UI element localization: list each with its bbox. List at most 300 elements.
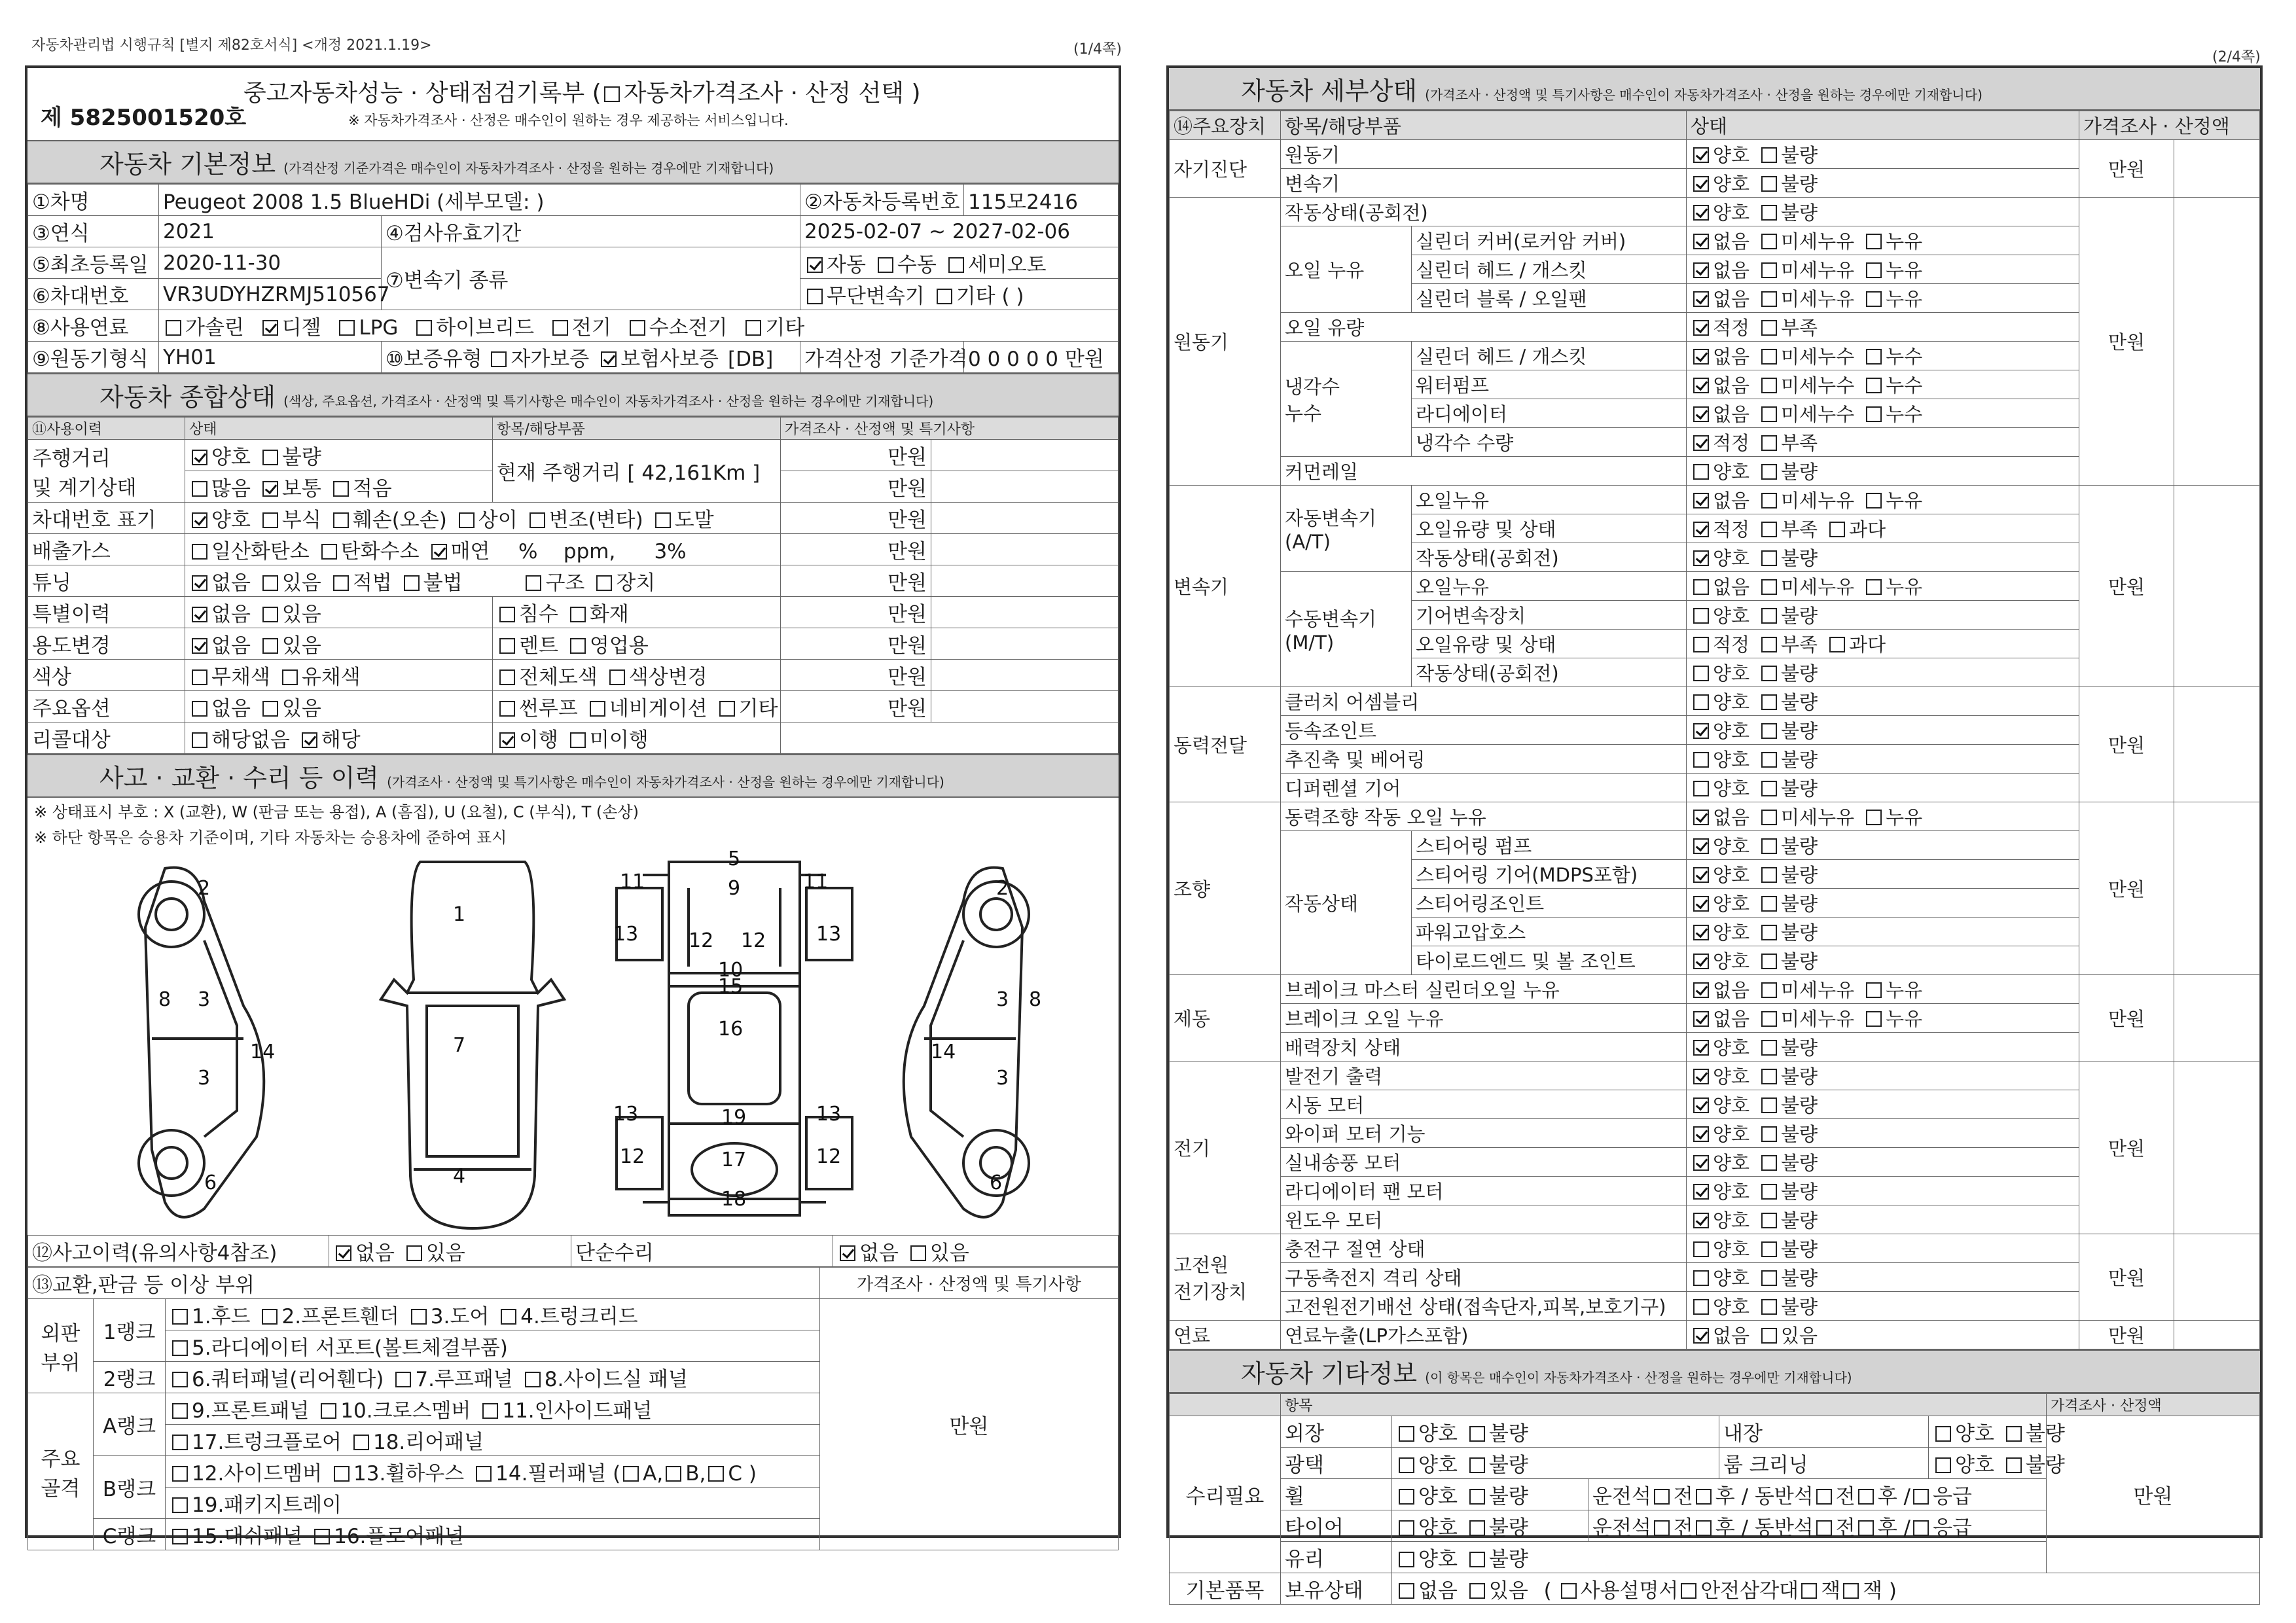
label: 보유상태 — [1281, 1573, 1392, 1605]
checkbox[interactable] — [570, 638, 586, 654]
checkbox[interactable] — [1761, 1241, 1777, 1257]
check-item: 스티어링 펌프 — [1412, 831, 1687, 860]
checkbox[interactable] — [1693, 1040, 1709, 1056]
status-options — [1687, 514, 2079, 543]
option-label: 양호 — [1713, 144, 1750, 166]
checkbox[interactable] — [1761, 234, 1777, 249]
checkbox[interactable] — [282, 669, 298, 685]
checkbox[interactable] — [1866, 493, 1882, 508]
checkbox[interactable] — [1761, 781, 1777, 796]
checkbox[interactable] — [1761, 982, 1777, 998]
checkbox[interactable] — [1935, 1457, 1951, 1473]
checkbox[interactable] — [1693, 752, 1709, 768]
checkbox[interactable] — [1693, 349, 1709, 365]
svg-text:14: 14 — [931, 1041, 956, 1063]
check-item: 라디에이터 팬 모터 — [1281, 1177, 1687, 1205]
checkbox[interactable] — [1761, 810, 1777, 825]
checkbox[interactable] — [937, 289, 952, 304]
unit: 만원 — [2079, 198, 2174, 486]
checkbox[interactable] — [262, 575, 278, 591]
svg-text:13: 13 — [816, 923, 842, 946]
checkbox[interactable] — [630, 320, 645, 336]
checkbox[interactable] — [1693, 378, 1709, 393]
checkbox[interactable] — [192, 450, 207, 465]
option-label: 없음 — [1713, 259, 1750, 281]
checkbox[interactable] — [1469, 1489, 1485, 1505]
checkbox[interactable] — [1693, 954, 1709, 969]
check-item: 시동 모터 — [1281, 1090, 1687, 1119]
checkbox[interactable] — [336, 1245, 351, 1261]
check-item: 윈도우 모터 — [1281, 1205, 1687, 1234]
checkbox[interactable] — [166, 320, 181, 336]
checkbox[interactable] — [314, 1529, 330, 1544]
checkbox[interactable] — [411, 1309, 427, 1325]
note — [2174, 687, 2260, 802]
option-label: 누유 — [1886, 806, 1923, 829]
checkbox[interactable] — [1693, 1155, 1709, 1171]
legend: ※ 하단 항목은 승용차 기준이며, 기타 자동차는 승용차에 준하여 표시 — [34, 829, 507, 847]
page-number: (2/4쪽) — [2212, 49, 2261, 65]
checkbox[interactable] — [1858, 1489, 1874, 1505]
checkbox[interactable] — [570, 732, 586, 748]
svg-text:5: 5 — [728, 847, 741, 870]
col-header: 가격조사 · 산정액 및 특기사항 — [820, 1268, 1119, 1299]
checkbox[interactable] — [1654, 1489, 1670, 1505]
status-options — [1687, 1234, 2079, 1263]
status-options — [1687, 1205, 2079, 1234]
checkbox[interactable] — [1693, 666, 1709, 681]
checkbox[interactable] — [1693, 896, 1709, 912]
checkbox[interactable] — [1761, 608, 1777, 624]
checkbox[interactable] — [1693, 291, 1709, 307]
checkbox[interactable] — [1654, 1520, 1670, 1536]
checkbox[interactable] — [719, 701, 735, 717]
checkbox[interactable] — [1761, 349, 1777, 365]
checkbox[interactable] — [1693, 1097, 1709, 1113]
checkbox[interactable] — [1399, 1426, 1414, 1442]
checkbox[interactable] — [1761, 205, 1777, 221]
checkbox[interactable] — [1761, 291, 1777, 307]
checkbox[interactable] — [601, 351, 617, 367]
checkbox[interactable] — [1693, 234, 1709, 249]
checkbox[interactable] — [1399, 1583, 1414, 1599]
checkbox[interactable] — [1761, 320, 1777, 336]
checkbox[interactable] — [476, 1466, 492, 1482]
checkbox[interactable] — [1761, 666, 1777, 681]
option-label: 불량 — [1781, 662, 1818, 685]
checkbox[interactable] — [1761, 406, 1777, 422]
checkbox[interactable] — [1693, 550, 1709, 566]
checkbox[interactable] — [262, 320, 278, 336]
checkbox[interactable] — [526, 575, 541, 591]
checkbox[interactable] — [1761, 1184, 1777, 1200]
reg-number: 115모2416 — [964, 185, 1119, 216]
checkbox[interactable] — [1866, 406, 1882, 422]
checkbox[interactable] — [501, 1309, 516, 1325]
svg-text:6: 6 — [990, 1171, 1003, 1194]
checkbox[interactable] — [1399, 1520, 1414, 1536]
checkbox[interactable] — [1693, 1328, 1709, 1344]
checkbox[interactable] — [948, 257, 964, 273]
option-label: 과다 — [1849, 518, 1886, 541]
car-top-view — [381, 862, 564, 1228]
option-label: 양호 — [1713, 1065, 1750, 1088]
note — [931, 660, 1119, 691]
status-options — [1687, 889, 2079, 918]
checkbox[interactable] — [1761, 262, 1777, 278]
checkbox[interactable] — [459, 512, 475, 528]
checkbox[interactable] — [262, 1309, 278, 1325]
option-label: 양호 — [1713, 461, 1750, 483]
checkbox[interactable] — [172, 1309, 188, 1325]
option-label: 없음 — [1713, 979, 1750, 1001]
check-item: 실내송풍 모터 — [1281, 1148, 1687, 1177]
checkbox[interactable] — [1761, 579, 1777, 595]
checkbox[interactable] — [406, 1245, 422, 1261]
checkbox[interactable] — [1561, 1583, 1577, 1599]
checkbox[interactable] — [262, 450, 278, 465]
checkbox[interactable] — [192, 638, 207, 654]
option-label: 누유 — [1886, 490, 1923, 512]
checkbox[interactable] — [1761, 1328, 1777, 1344]
checkbox[interactable] — [2006, 1457, 2022, 1473]
checkbox[interactable] — [1866, 1011, 1882, 1027]
checkbox[interactable] — [192, 607, 207, 622]
checkbox[interactable] — [1693, 1241, 1709, 1257]
label: 유리 — [1281, 1542, 1392, 1573]
checkbox[interactable] — [1693, 262, 1709, 278]
checkbox[interactable] — [499, 732, 515, 748]
doc-title: 중고자동차성능 · 상태점검기록부 ( 자동차가격조사 · 산정 선택 ) — [243, 80, 921, 107]
option-label: 양호 — [1713, 1152, 1750, 1174]
checkbox[interactable] — [1693, 838, 1709, 854]
checkbox[interactable] — [1693, 406, 1709, 422]
checkbox[interactable] — [1761, 896, 1777, 912]
parts-table — [27, 1267, 1119, 1550]
checkbox[interactable] — [192, 512, 207, 528]
checkbox[interactable] — [1761, 1040, 1777, 1056]
note — [931, 534, 1119, 565]
checkbox[interactable] — [499, 669, 515, 685]
checkbox[interactable] — [192, 481, 207, 497]
checkbox[interactable] — [262, 512, 278, 528]
checkbox[interactable] — [1866, 262, 1882, 278]
unit: 만원 — [2079, 975, 2174, 1061]
checkbox[interactable] — [1693, 982, 1709, 998]
checkbox[interactable] — [708, 1466, 724, 1482]
checkbox[interactable] — [1469, 1426, 1485, 1442]
checkbox[interactable] — [499, 638, 515, 654]
checkbox[interactable] — [1761, 925, 1777, 940]
checkbox[interactable] — [1693, 723, 1709, 739]
checkbox[interactable] — [172, 1340, 188, 1356]
checkbox[interactable] — [333, 481, 349, 497]
checkbox[interactable] — [1761, 1011, 1777, 1027]
label: ⑦변속기 종류 — [382, 247, 800, 310]
status-options — [1687, 630, 2079, 658]
checkbox[interactable] — [1693, 694, 1709, 710]
status-options — [1687, 802, 2079, 831]
checkbox[interactable] — [482, 1403, 498, 1419]
col-header: 가격조사 · 산정액 — [2079, 111, 2260, 140]
checkbox[interactable] — [1761, 493, 1777, 508]
checkbox[interactable] — [1693, 435, 1709, 451]
checkbox[interactable] — [1843, 1583, 1859, 1599]
checkbox[interactable] — [1693, 1011, 1709, 1027]
check-item: 연료누출(LP가스포함) — [1281, 1321, 1687, 1349]
note — [931, 565, 1119, 597]
checkbox[interactable] — [395, 1372, 411, 1387]
checkbox[interactable] — [192, 732, 207, 748]
checkbox[interactable] — [1935, 1426, 1951, 1442]
checkbox[interactable] — [910, 1245, 926, 1261]
checkbox[interactable] — [1761, 147, 1777, 163]
options: 침수 화재 — [493, 597, 781, 628]
checkbox[interactable] — [499, 701, 515, 717]
checkbox[interactable] — [1866, 349, 1882, 365]
checkbox[interactable] — [262, 638, 278, 654]
option-label: 양호 — [1713, 1238, 1750, 1260]
checkbox[interactable] — [1761, 1155, 1777, 1171]
checkbox[interactable] — [655, 512, 671, 528]
label: ②자동차등록번호 — [800, 185, 964, 216]
checkbox[interactable] — [1858, 1520, 1874, 1536]
option-label: 불량 — [1781, 691, 1818, 713]
checkbox[interactable] — [1469, 1520, 1485, 1536]
unit: 만원 — [2047, 1416, 2260, 1573]
check-item: 브레이크 마스터 실린더오일 누유 — [1281, 975, 1687, 1004]
checkbox[interactable] — [1693, 1213, 1709, 1228]
checkbox[interactable] — [1693, 464, 1709, 480]
option-label: 없음 — [1713, 230, 1750, 253]
label: 단순수리 — [571, 1236, 833, 1267]
checkbox[interactable] — [1469, 1457, 1485, 1473]
checkbox[interactable] — [840, 1245, 855, 1261]
checkbox[interactable] — [1913, 1489, 1929, 1505]
checkbox[interactable] — [1693, 320, 1709, 336]
checkbox[interactable] — [1829, 637, 1845, 652]
checkbox[interactable] — [1399, 1552, 1414, 1567]
checkbox[interactable] — [1761, 637, 1777, 652]
check-item: 파워고압호스 — [1412, 918, 1687, 946]
checkbox[interactable] — [1693, 147, 1709, 163]
checkbox[interactable] — [1681, 1583, 1696, 1599]
checkbox[interactable] — [1693, 867, 1709, 883]
checkbox[interactable] — [1829, 522, 1845, 537]
unit: 만원 — [781, 471, 931, 503]
checkbox[interactable] — [666, 1466, 681, 1482]
checkbox[interactable] — [1696, 1489, 1712, 1505]
car-right-side — [904, 868, 1029, 1217]
checkbox[interactable] — [1399, 1457, 1414, 1473]
checkbox[interactable] — [321, 544, 337, 560]
checkbox[interactable] — [1866, 291, 1882, 307]
checkbox[interactable] — [333, 512, 349, 528]
checkbox[interactable] — [590, 701, 605, 717]
checkbox[interactable] — [1693, 493, 1709, 508]
checkbox[interactable] — [172, 1403, 188, 1419]
checkbox[interactable] — [172, 1529, 188, 1544]
checkbox[interactable] — [807, 257, 823, 273]
option-label: 불량 — [1781, 950, 1818, 972]
checkbox[interactable] — [1399, 1489, 1414, 1505]
checkbox[interactable] — [1761, 723, 1777, 739]
checkbox[interactable] — [192, 544, 207, 560]
status-options — [1687, 1292, 2079, 1321]
checkbox[interactable] — [1866, 234, 1882, 249]
checkbox[interactable] — [1866, 579, 1882, 595]
checkbox[interactable] — [1693, 1126, 1709, 1142]
checkbox[interactable] — [2006, 1426, 2022, 1442]
checkbox[interactable] — [262, 607, 278, 622]
option-label: 양호 — [1713, 1296, 1750, 1318]
label: 휠 — [1281, 1479, 1392, 1510]
checkbox[interactable] — [353, 1435, 369, 1450]
checkbox[interactable] — [1761, 435, 1777, 451]
checkbox[interactable] — [1761, 1069, 1777, 1084]
checkbox[interactable] — [1816, 1520, 1832, 1536]
unit: 만원 — [781, 691, 931, 722]
checkbox[interactable] — [1801, 1583, 1817, 1599]
checkbox[interactable] — [404, 575, 420, 591]
checkbox[interactable] — [192, 669, 207, 685]
checkbox[interactable] — [596, 575, 612, 591]
checkbox[interactable] — [529, 512, 545, 528]
unit: 만원 — [820, 1299, 1119, 1550]
car-left-side — [139, 868, 264, 1217]
status-options — [1687, 486, 2079, 514]
option-label: 불량 — [1781, 202, 1818, 224]
option-label: 없음 — [1713, 1008, 1750, 1030]
checkbox[interactable] — [1693, 522, 1709, 537]
status-options — [1687, 1090, 2079, 1119]
note — [931, 440, 1119, 471]
checkbox[interactable] — [1866, 982, 1882, 998]
checkbox[interactable] — [1761, 522, 1777, 537]
checkbox[interactable] — [807, 289, 823, 304]
checkbox[interactable] — [1761, 1270, 1777, 1286]
checkbox[interactable] — [1761, 1299, 1777, 1315]
checkbox[interactable] — [321, 1403, 336, 1419]
option-label: 불량 — [1781, 893, 1818, 915]
checkbox[interactable] — [172, 1497, 188, 1513]
checkbox[interactable] — [1816, 1489, 1832, 1505]
checkbox[interactable] — [334, 1466, 350, 1482]
label: ⑬교환,판금 등 이상 부위 — [28, 1268, 820, 1299]
option-label: 없음 — [1713, 576, 1750, 598]
checkbox[interactable] — [1693, 579, 1709, 595]
checkbox[interactable] — [604, 86, 620, 102]
checkbox[interactable] — [1761, 550, 1777, 566]
checkbox[interactable] — [262, 481, 278, 497]
checkbox[interactable] — [1761, 838, 1777, 854]
checkbox[interactable] — [172, 1372, 188, 1387]
checkbox[interactable] — [552, 320, 568, 336]
checkbox[interactable] — [1761, 1097, 1777, 1113]
checkbox[interactable] — [1913, 1520, 1929, 1536]
checkbox[interactable] — [745, 320, 761, 336]
checkbox[interactable] — [1469, 1583, 1485, 1599]
checkbox[interactable] — [623, 1466, 639, 1482]
checkbox[interactable] — [1693, 1299, 1709, 1315]
label: 가격산정 기준가격 — [800, 342, 964, 373]
status-options — [1687, 572, 2079, 601]
checkbox[interactable] — [1693, 810, 1709, 825]
option-label: 미세누유 — [1781, 979, 1855, 1001]
checkbox[interactable] — [1761, 752, 1777, 768]
checkbox[interactable] — [1866, 378, 1882, 393]
check-item: 스티어링 기어(MDPS포함) — [1412, 860, 1687, 889]
checkbox[interactable] — [1693, 925, 1709, 940]
checkbox[interactable] — [491, 351, 507, 367]
checkbox[interactable] — [1761, 176, 1777, 192]
option-label: 누수 — [1886, 374, 1923, 397]
checkbox[interactable] — [192, 701, 207, 717]
label: ⑨원동기형식 — [28, 342, 159, 373]
checkbox[interactable] — [878, 257, 893, 273]
device-group: 변속기 — [1170, 486, 1281, 687]
option-label: 양호 — [1713, 720, 1750, 742]
option-label: 불량 — [1781, 921, 1818, 944]
fuel-options: 가솔린 디젤 LPG 하이브리드 전기 수소전기 기타 — [159, 310, 1119, 342]
checkbox[interactable] — [1693, 1069, 1709, 1084]
note — [2174, 1321, 2260, 1349]
checkbox[interactable] — [416, 320, 432, 336]
checkbox[interactable] — [1696, 1520, 1712, 1536]
checkbox[interactable] — [1693, 205, 1709, 221]
checkbox[interactable] — [1693, 637, 1709, 652]
check-item: 스티어링조인트 — [1412, 889, 1687, 918]
svg-text:13: 13 — [613, 923, 639, 946]
checkbox[interactable] — [1761, 867, 1777, 883]
detail-table — [1169, 111, 2260, 1349]
status-options — [1687, 428, 2079, 457]
checkbox[interactable] — [1693, 781, 1709, 796]
col-header: 상태 — [185, 418, 493, 440]
checkbox[interactable] — [570, 607, 586, 622]
label: 외판 부위 — [28, 1299, 94, 1393]
checkbox[interactable] — [302, 732, 317, 748]
checkbox[interactable] — [1469, 1552, 1485, 1567]
checkbox[interactable] — [1761, 378, 1777, 393]
checkbox[interactable] — [1693, 1270, 1709, 1286]
checkbox[interactable] — [172, 1466, 188, 1482]
checkbox[interactable] — [499, 607, 515, 622]
checkbox[interactable] — [1866, 810, 1882, 825]
rank: B랭크 — [94, 1456, 166, 1519]
checkbox[interactable] — [609, 669, 625, 685]
checkbox[interactable] — [1693, 176, 1709, 192]
svg-text:2: 2 — [996, 877, 1009, 900]
checkbox[interactable] — [339, 320, 355, 336]
checkbox[interactable] — [192, 575, 207, 591]
svg-text:15: 15 — [718, 975, 744, 998]
checkbox[interactable] — [1761, 694, 1777, 710]
checkbox[interactable] — [1761, 1126, 1777, 1142]
label: 주행거리 및 계기상태 — [28, 440, 185, 503]
option-label: 없음 — [1713, 374, 1750, 397]
checkbox[interactable] — [1761, 1213, 1777, 1228]
checkbox[interactable] — [172, 1435, 188, 1450]
checkbox[interactable] — [1693, 608, 1709, 624]
checkbox[interactable] — [262, 701, 278, 717]
checkbox[interactable] — [431, 544, 447, 560]
checkbox[interactable] — [1693, 1184, 1709, 1200]
checkbox[interactable] — [1761, 954, 1777, 969]
checkbox[interactable] — [1761, 464, 1777, 480]
checkbox[interactable] — [525, 1372, 541, 1387]
checkbox[interactable] — [333, 575, 349, 591]
